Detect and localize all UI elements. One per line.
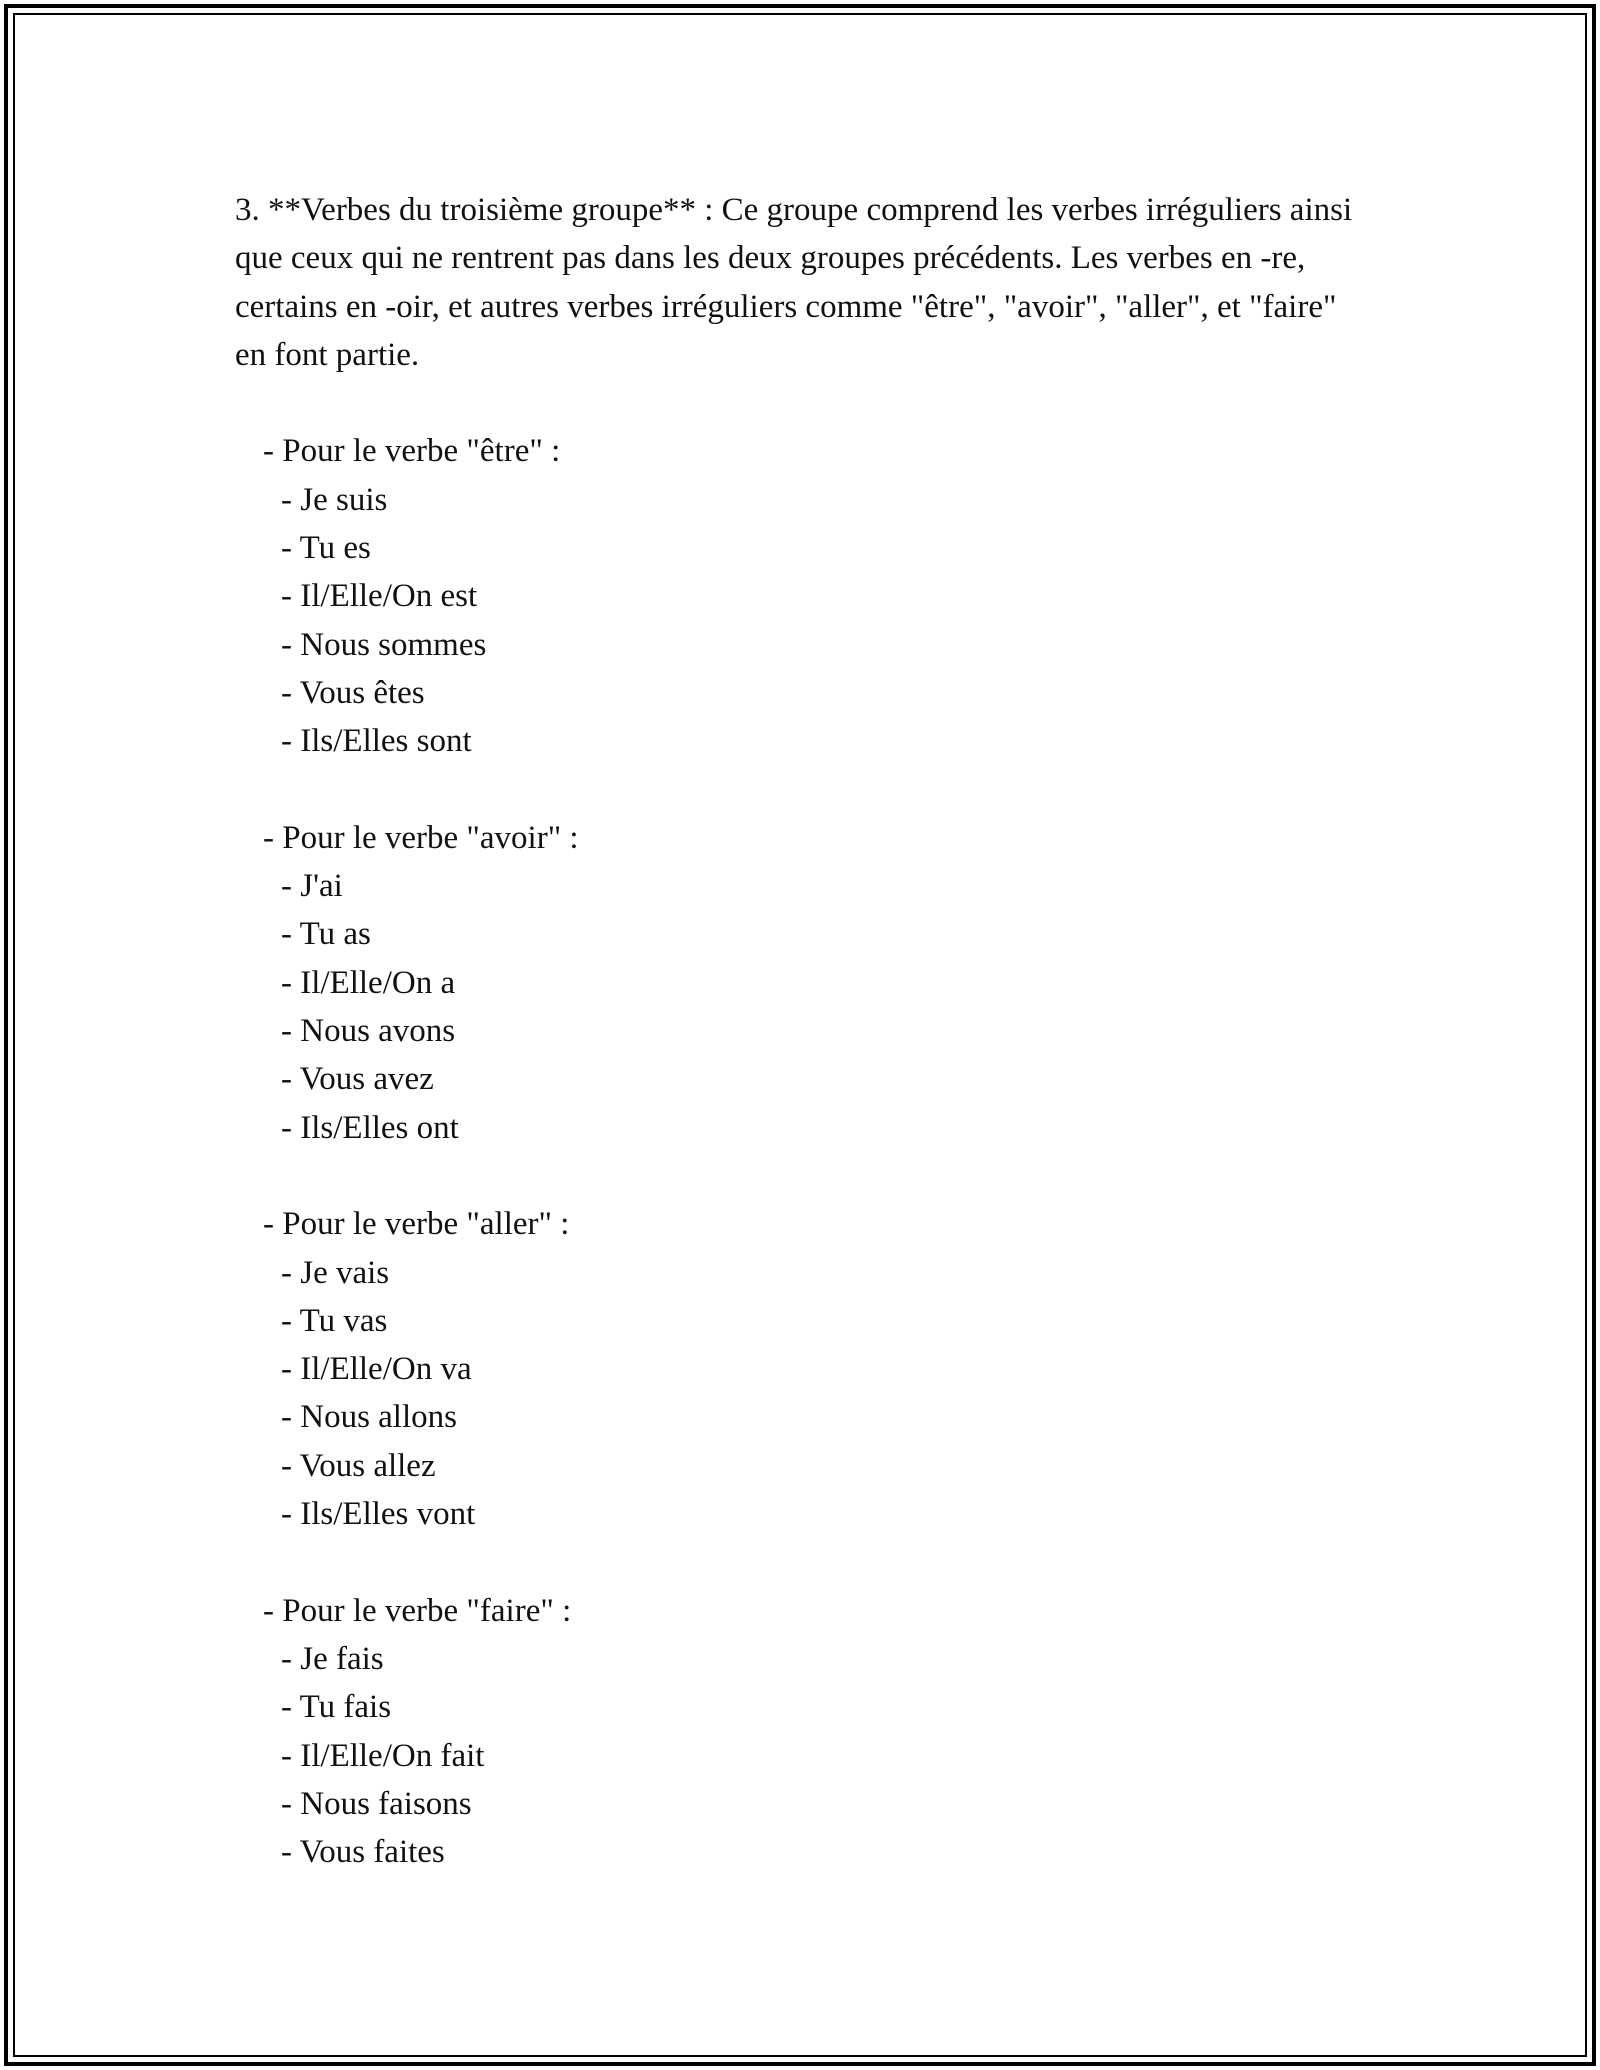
conjugation-line: - Il/Elle/On fait xyxy=(281,1737,485,1774)
conjugation-line: - Ils/Elles sont xyxy=(281,723,472,760)
conjugation-line: - Je vais xyxy=(281,1254,390,1291)
conjugation-line: - Nous avons xyxy=(281,1013,456,1050)
conjugation-line: - Il/Elle/On a xyxy=(281,964,456,1001)
conjugation-line: - Vous avez xyxy=(281,1061,434,1098)
conjugation-line: - Je fais xyxy=(281,1640,384,1677)
verb-block-avoir xyxy=(235,814,1365,1152)
conjugation-line: - Ils/Elles vont xyxy=(281,1496,476,1533)
conjugation-line: - Il/Elle/On est xyxy=(281,578,478,615)
conjugation-line: - Nous allons xyxy=(281,1399,457,1436)
conjugation-line: - Nous sommes xyxy=(281,626,487,663)
conjugation-line: - Je suis xyxy=(281,481,388,518)
conjugation-line: - Tu as xyxy=(281,916,371,953)
verb-block-faire xyxy=(235,1587,1365,1877)
conjugation-line: - Vous faites xyxy=(281,1834,445,1871)
conjugation-line: - Tu fais xyxy=(281,1689,392,1726)
conjugation-line: - Il/Elle/On va xyxy=(281,1351,472,1388)
conjugation-line: - J'ai xyxy=(281,868,343,905)
verb-heading: - Pour le verbe "avoir" : xyxy=(263,819,579,856)
conjugation-line: - Ils/Elles ont xyxy=(281,1109,459,1146)
verb-block-aller xyxy=(235,1200,1365,1538)
document-body xyxy=(235,186,1365,1876)
intro-paragraph: 3. **Verbes du troisième groupe** : Ce groupe comprend les verbes irréguliers ainsi que ceux qui ne rentrent pas dans les deux groupes précédents. Les verbes en -re, certains en -oir, et autres verbes irréguliers comme "être", "avoir", "aller", et "faire" en font partie. xyxy=(235,192,1353,373)
verb-heading: - Pour le verbe "aller" : xyxy=(263,1206,570,1243)
conjugation-line: - Tu es xyxy=(281,530,371,567)
verb-block-etre xyxy=(235,427,1365,765)
conjugation-line: - Tu vas xyxy=(281,1302,388,1339)
conjugation-line: - Vous êtes xyxy=(281,674,425,711)
verb-heading: - Pour le verbe "être" : xyxy=(263,433,561,470)
conjugation-line: - Nous faisons xyxy=(281,1785,472,1822)
conjugation-line: - Vous allez xyxy=(281,1447,436,1484)
verb-heading: - Pour le verbe "faire" : xyxy=(263,1592,572,1629)
